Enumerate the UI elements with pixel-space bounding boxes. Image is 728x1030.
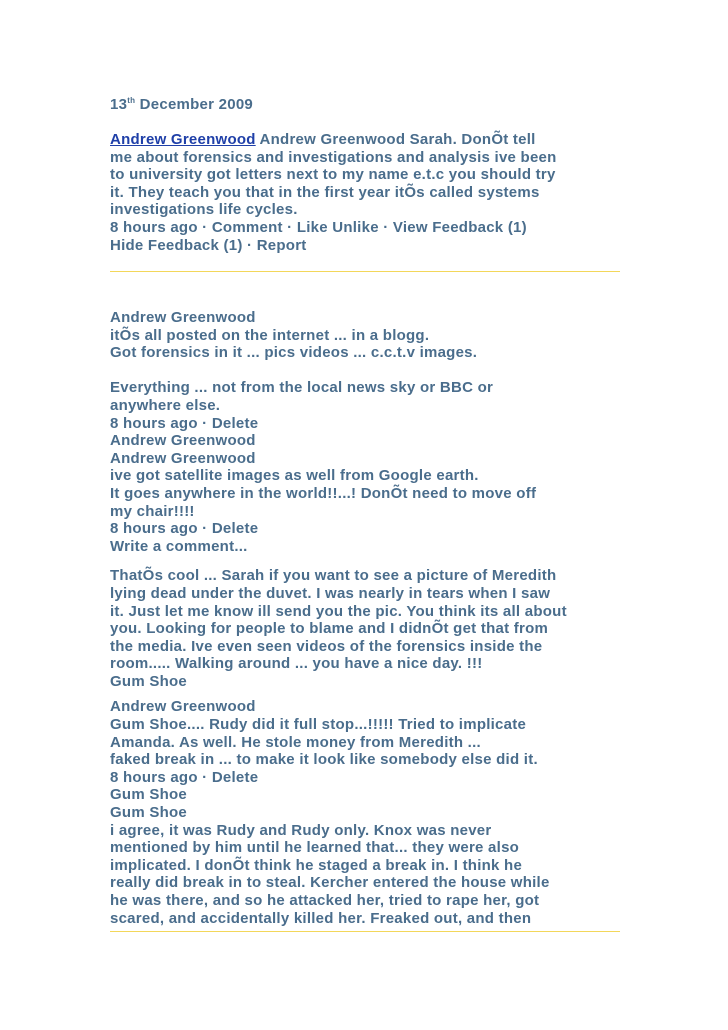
text-line: Gum Shoe [110,786,188,804]
text-line: mentioned by him until he learned that... they were also [110,839,520,857]
date-month-year: December 2009 [139,96,253,113]
text-line: my chair!!!! [110,502,195,520]
text-line: Amanda. As well. He stole money from Meredith ... [110,733,481,751]
text-line: Gum Shoe [110,804,188,822]
text-line: he was there, and so he attacked her, tried to rape her, got [110,892,540,909]
text-line: Gum Shoe.... Rudy did it full stop...!!!!! Tried to implicate [110,716,527,734]
text-line: It goes anywhere in the world!!...! DonÕt need to move off [110,484,537,502]
text-line: scared, and accidentally killed her. Freaked out, and then [110,909,532,927]
text-line: 8 hours ago · Comment · Like Unlike · View Feedback (1) [110,218,527,236]
text-line: lying dead under the duvet. I was nearly in tears when I saw [110,584,551,602]
divider-bottom [110,931,620,932]
text-line: you. Looking for people to blame and I didnÕt get that from [110,620,549,638]
text-line: really did break in to steal. Kercher entered the house while [110,874,550,892]
text-line: 8 hours ago · Delete [110,768,259,786]
text-line: 8 hours ago · Delete [110,520,259,538]
date-day: 13 [110,96,128,113]
thread-group-d [110,698,620,927]
date-heading [110,96,620,114]
text-line: Andrew Greenwood [110,309,256,326]
author-link[interactable]: Andrew Greenwood [110,131,256,148]
thread-group-b [110,379,620,555]
text-line: Hide Feedback (1) · Report [110,236,307,254]
thread-group-c [110,567,620,690]
text-line: the media. Ive even seen videos of the forensics inside the [110,637,543,655]
text-line: 8 hours ago · Delete [110,414,259,432]
text-line: implicated. I donÕt think he staged a break in. I think he [110,856,523,874]
post-block [110,131,620,254]
text-line: Andrew Greenwood [110,698,256,716]
comment-thread [110,309,620,927]
text-line: investigations life cycles. [110,201,298,219]
text-line: itÕs all posted on the internet ... in a blogg. [110,326,430,344]
text-line: Gum Shoe [110,672,188,690]
text-line: me about forensics and investigations and analysis ive been [110,148,557,166]
thread-group-a [110,309,620,362]
text-line: ive got satellite images as well from Google earth. [110,467,479,485]
text-line: ThatÕs cool ... Sarah if you want to see a picture of Meredith [110,567,557,585]
divider-top [110,271,620,272]
text-line: anywhere else. [110,396,221,414]
text-line: faked break in ... to make it look like somebody else did it. [110,751,538,769]
text-line: Andrew Greenwood [110,432,256,450]
text-line: Got forensics in it ... pics videos ... c.c.t.v images. [110,344,478,362]
text-line: Write a comment... [110,537,248,555]
post-first-line: Andrew Greenwood Sarah. DonÕt tell [255,131,536,148]
text-line: it. Just let me know ill send you the pic. You think its all about [110,602,567,620]
text-line: room..... Walking around ... you have a nice day. !!! [110,655,483,673]
text-line: Andrew Greenwood [110,449,256,467]
text-line: i agree, it was Rudy and Rudy only. Knox was never [110,821,492,839]
text-line: to university got letters next to my name e.t.c you should try [110,166,556,184]
text-line: Everything ... not from the local news sky or BBC or [110,379,494,397]
text-line: it. They teach you that in the first year itÕs called systems [110,183,540,201]
post-body [110,149,620,255]
date-suffix: th [127,96,136,105]
